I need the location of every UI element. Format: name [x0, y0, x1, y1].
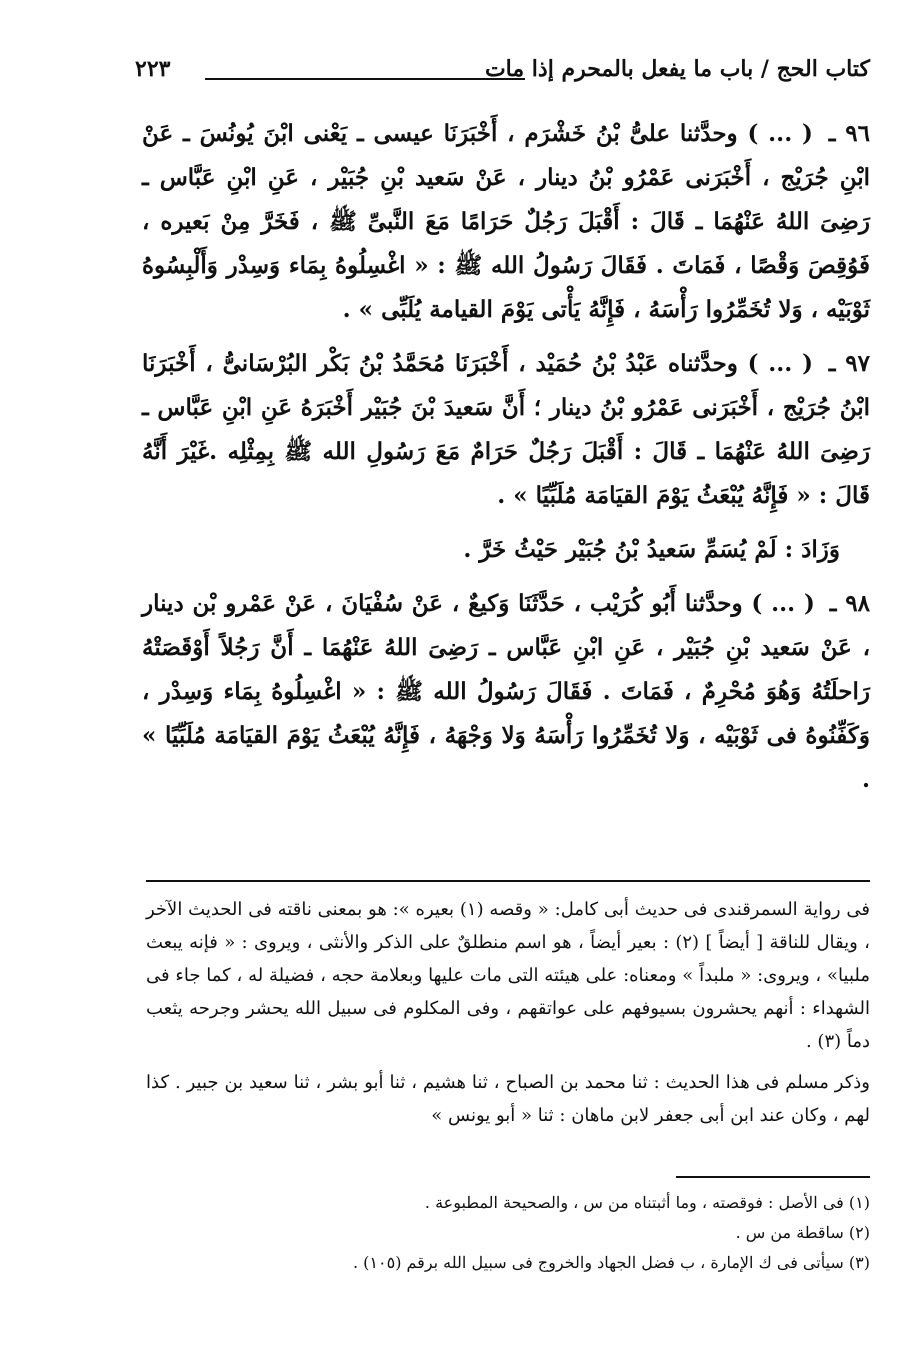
- hadith-97-addition: [142, 528, 870, 572]
- hadith-number: ٩٨ ـ: [829, 590, 871, 617]
- hadith-body: ( ... ) وحدَّثنا علىُّ بْنُ خَشْرَم ، أَخْبَرَنَا عيسى ـ يَعْنى ابْنَ يُونُسَ ـ عَنْ ابْنِ جُرَيْج ، أَخْبَرَنى عَمْرُو بْنُ دينار ، عَنْ سَعيد بْنِ جُبَيْر ، عَنِ ابْنِ عَبَّاس ـ رَضِىَ اللهُ عَنْهُمَا ـ قَالَ : أَقْبَلَ رَجُلٌ حَرَامًا مَعَ النَّبىِّ ﷺ ، فَخَرَّ مِنْ بَعيره ، فَوُقِصَ وَقْصًا ، فَمَاتَ . فَقَالَ رَسُولُ الله ﷺ : « اغْسِلُوهُ بِمَاء وَسِدْر وَأَلْبِسُوهُ ثَوْبَيْه ، وَلا تُخَمِّرُوا رَأْسَهُ ، فَإِنَّهُ يَأْتى يَوْمَ القيامة يُلَبِّى » .: [142, 120, 870, 323]
- hadith-body: ( ... ) وحدَّثناه عَبْدُ بْنُ حُمَيْد ، أَخْبَرَنَا مُحَمَّدُ بْنُ بَكْر البُرْسَانىُّ ، أَخْبَرَنَا ابْنُ جُرَيْج ، أَخْبَرَنى عَمْرُو بْنُ دينار ؛ أَنَّ سَعيدَ بْنَ جُبَيْر أَخْبَرَهُ عَنِ ابْنِ عَبَّاس ـ رَضِىَ اللهُ عَنْهُمَا ـ قَالَ : أَقْبَلَ رَجُلٌ حَرَامٌ مَعَ رَسُولِ الله ﷺ بِمِثْلِه .غَيْرَ أَنَّهُ قَالَ : « فَإِنَّهُ يُبْعَثُ يَوْمَ القيَامَة مُلَبِّيًا » .: [142, 350, 870, 509]
- hadith-number: ٩٧ ـ: [828, 350, 871, 377]
- hadith-number: ٩٦ ـ: [828, 120, 871, 147]
- footnote-1: (١) فى الأصل : فوقصته ، وما أثبتناه من س ، والصحيحة المطبوعة .: [424, 1193, 870, 1212]
- footnote-3: (٣) سيأتى فى ك الإمارة ، ب فضل الجهاد والخروج فى سبيل الله برقم (١٠٥) .: [352, 1253, 870, 1272]
- hadith-98: [142, 582, 870, 802]
- running-title: كتاب الحج / باب ما يفعل بالمحرم إذا مات: [484, 56, 870, 82]
- footnotes-block: [146, 1188, 870, 1278]
- header-rule: [205, 78, 525, 80]
- commentary-paragraph: فى رواية السمرقندى فى حديث أبى كامل: « وقصه (١) بعيره »: هو بمعنى ناقته فى الحديث الآخر ، ويقال للناقة [ أيضاً ] (٢) : بعير أيضاً ، هو اسم منطلقٌ على الذكر والأنثى ، ويروى : « فإنه يبعث ملبيا» ، ويروى: « ملبداً » ومعناه: على هيئته التى مات عليها وبعلامة حجه ، فضيلة له ، كما جاء فى الشهداء : أنهم يحشرون بسيوفهم على عواتقهم ، وفى المكلوم فى سبيل الله يحشر وجرحه يثعب دماً (٣) .: [146, 899, 870, 1052]
- hadith-body: ( ... ) وحدَّثنا أَبُو كُرَيْب ، حَدَّثَنَا وَكيعٌ ، عَنْ سُفْيَانَ ، عَنْ عَمْرو بْن دينار ، عَنْ سَعيد بْنِ جُبَيْر ، عَنِ ابْنِ عَبَّاس ـ رَضِىَ اللهُ عَنْهُمَا ـ أَنَّ رَجُلاً أَوْقَصَتْهُ رَاحلَتُهُ وَهُوَ مُحْرِمٌ ، فَمَاتَ . فَقَالَ رَسُولُ الله ﷺ : « اغْسِلُوهُ بِمَاء وَسِدْر ، وَكَفِّنُوهُ فى ثَوْبَيْه ، وَلا تُخَمِّرُوا رَأْسَهُ وَلا وَجْهَهُ ، فَإِنَّهُ يُبْعَثُ يَوْمَ القيَامَة مُلَبِّيًا » .: [142, 590, 870, 793]
- page-header: [135, 56, 870, 96]
- commentary-block: [146, 893, 870, 1140]
- hadith-body: وَزَادَ : لَمْ يُسَمِّ سَعيدُ بْنُ جُبَيْر حَيْثُ خَرَّ .: [463, 536, 840, 563]
- commentary-divider: [146, 880, 870, 882]
- hadith-97: [142, 342, 870, 518]
- footnote-divider: [676, 1176, 870, 1178]
- hadith-96: [142, 112, 870, 332]
- commentary-paragraph: وذكر مسلم فى هذا الحديث : ثنا محمد بن الصباح ، ثنا هشيم ، ثنا أبو بشر ، ثنا سعيد بن جبير . كذا لهم ، وكان عند ابن أبى جعفر لابن ماهان : ثنا « أبو يونس »: [146, 1072, 870, 1126]
- footnote-2: (٢) ساقطة من س .: [735, 1223, 870, 1242]
- hadith-text-block: [142, 112, 870, 812]
- page-number: ٢٢٣: [135, 56, 171, 82]
